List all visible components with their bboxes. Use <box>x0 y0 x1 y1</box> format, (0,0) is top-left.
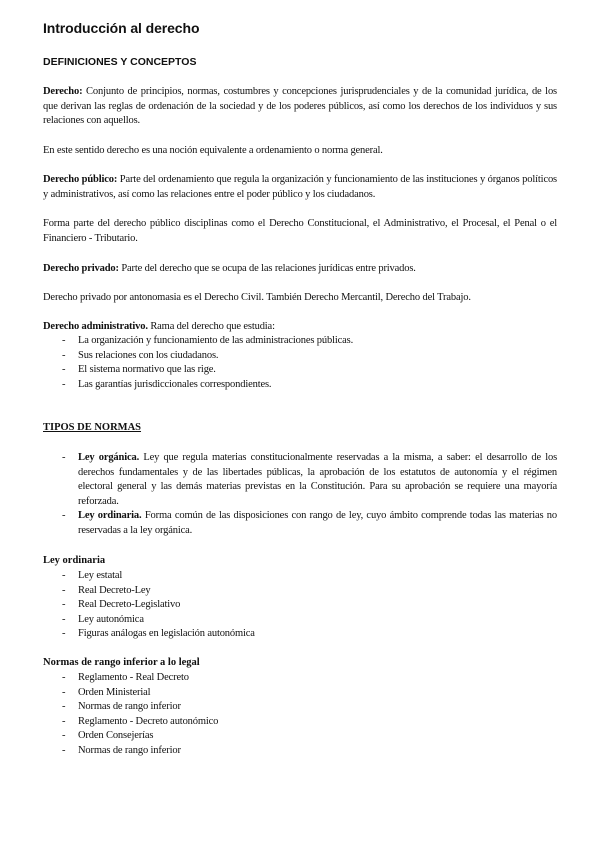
paragraph-derecho-privado <box>43 262 557 277</box>
paragraph-derecho <box>43 85 557 129</box>
definition-derecho-administrativo: Rama del derecho que estudia: <box>147 321 275 332</box>
term-derecho: Derecho: <box>43 86 83 97</box>
definition-ley-organica: Ley que regula materias constitucionalmente reservadas a la misma, a saber: el desarrollo de los derechos fundamentales y de las libertades públicas, la aprobación de los estatutos de autonomía y el régimen electoral general y las demás materias previstas en la Constitución. Para su aprobación se requiere una mayoría reforzada. <box>78 452 558 507</box>
section-heading-definiciones: DEFINICIONES Y CONCEPTOS <box>43 56 197 68</box>
list-item: - Ley estatal <box>43 569 557 584</box>
paragraph-sentido: En este sentido derecho es una noción equivalente a ordenamiento o norma general. <box>43 145 383 156</box>
list-item: - Real Decreto-Ley <box>43 584 557 599</box>
definition-derecho: Conjunto de principios, normas, costumbres y concepciones jurisprudenciales y de la comunidad jurídica, de los que derivan las reglas de ordenación de la sociedad y de los poderes públicos, así como los derechos de los individuos y sus relaciones con aquellos. <box>43 86 557 127</box>
list-item: - Normas de rango inferior <box>43 700 557 715</box>
definition-derecho-privado: Parte del derecho que se ocupa de las relaciones jurídicas entre privados. <box>118 263 416 274</box>
term-derecho-publico: Derecho público: <box>43 174 118 185</box>
page-title: Introducción al derecho <box>43 20 200 36</box>
list-item: - Orden Ministerial <box>43 686 557 701</box>
list-item: - Normas de rango inferior <box>43 744 557 759</box>
heading-ley-ordinaria: Ley ordinaria <box>43 555 106 566</box>
term-derecho-administrativo: Derecho administrativo. <box>43 321 148 332</box>
definition-ley-ordinaria: Forma común de las disposiciones con rango de ley, cuyo ámbito comprende todas las materias no reservadas a la ley orgánica. <box>78 510 557 536</box>
normas-rango-inferior-list <box>43 671 557 759</box>
definition-derecho-publico: Parte del ordenamiento que regula la organización y funcionamiento de las instituciones y órganos políticos y administrativos, así como las relaciones entre el poder público y los ciudadanos. <box>43 174 557 200</box>
list-item: - Orden Consejerías <box>43 729 557 744</box>
list-item-ley-ordinaria <box>43 509 557 538</box>
list-item-ley-organica <box>43 451 557 509</box>
list-item: - Ley autonómica <box>43 613 557 628</box>
list-item: - Reglamento - Decreto autonómico <box>43 715 557 730</box>
administrativo-list <box>43 334 557 392</box>
paragraph-antonomasia: Derecho privado por antonomasia es el Derecho Civil. También Derecho Mercantil, Derecho del Trabajo. <box>43 292 471 303</box>
section-heading-tipos-de-normas: TIPOS DE NORMAS <box>43 422 142 433</box>
paragraph-derecho-administrativo <box>43 320 557 335</box>
paragraph-forma-parte: Forma parte del derecho público disciplinas como el Derecho Constitucional, el Administrativo, el Procesal, el Penal o el Financiero - Tributario. <box>43 218 557 244</box>
heading-normas-rango-inferior: Normas de rango inferior a lo legal <box>43 657 200 668</box>
paragraph-derecho-publico <box>43 173 557 202</box>
list-item: - Figuras análogas en legislación autonómica <box>43 627 557 642</box>
list-item: - Reglamento - Real Decreto <box>43 671 557 686</box>
list-item: - Las garantías jurisdiccionales correspondientes. <box>43 378 557 393</box>
term-derecho-privado: Derecho privado: <box>43 263 119 274</box>
term-ley-ordinaria: Ley ordinaria. <box>78 510 142 522</box>
list-item: - Sus relaciones con los ciudadanos. <box>43 349 557 364</box>
list-item: - La organización y funcionamiento de las administraciones públicas. <box>43 334 557 349</box>
list-item: - Real Decreto-Legislativo <box>43 598 557 613</box>
term-ley-organica: Ley orgánica. <box>78 452 140 463</box>
tipos-list <box>43 451 557 539</box>
ley-ordinaria-list <box>43 569 557 642</box>
list-item: - El sistema normativo que las rige. <box>43 363 557 378</box>
